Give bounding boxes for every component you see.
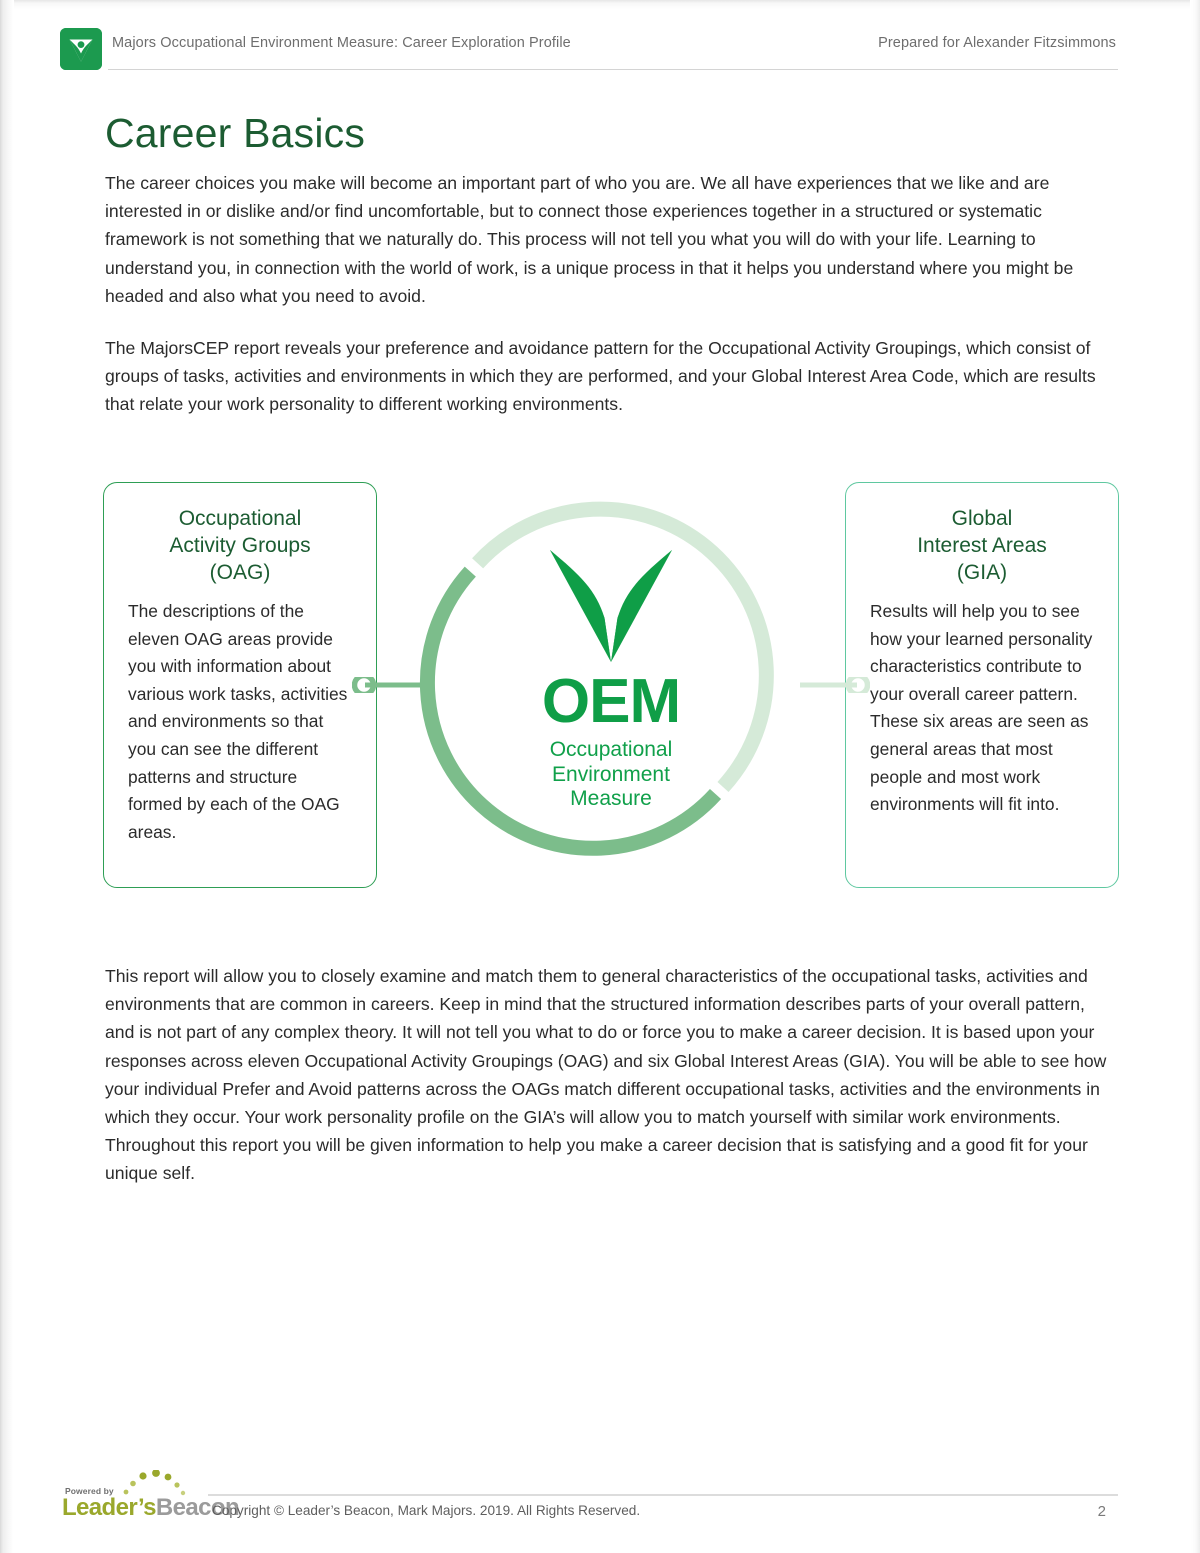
oem-sub-line-3: Measure bbox=[570, 787, 652, 810]
footer-divider bbox=[208, 1494, 1118, 1496]
header-prepared-for: Prepared for Alexander Fitzsimmons bbox=[878, 35, 1116, 51]
oem-sub-line-1: Occupational bbox=[549, 738, 673, 761]
powered-by-label: Powered by bbox=[65, 1486, 114, 1496]
copyright-text: Copyright © Leader’s Beacon, Mark Majors. 2019. All Rights Reserved. bbox=[212, 1503, 641, 1518]
gia-card-title bbox=[866, 505, 1098, 586]
leaders-beacon-logo bbox=[60, 1470, 240, 1522]
brand-beacon: Beacon bbox=[155, 1494, 240, 1521]
page-edge-top bbox=[0, 0, 1200, 10]
header-title: Majors Occupational Environment Measure: Career Exploration Profile bbox=[112, 35, 571, 51]
oag-card-title bbox=[124, 505, 356, 586]
oem-acronym: OEM bbox=[541, 667, 681, 736]
oem-logo-block bbox=[481, 544, 741, 812]
intro-paragraph-2: The MajorsCEP report reveals your preference and avoidance pattern for the Occupational Activity Groupings, which consist of groups of tasks, activities and environments in which they are performed, and your Global Interest Area Code, which are results that relate your work personality to different working environments. bbox=[105, 338, 1096, 415]
gia-title-line-3: (GIA) bbox=[956, 561, 1008, 584]
oem-sub-line-2: Environment bbox=[552, 762, 670, 786]
page-title: Career Basics bbox=[105, 110, 366, 156]
beacon-dots-icon bbox=[120, 1470, 190, 1496]
oem-subtitle bbox=[481, 738, 741, 812]
gia-card-body: Results will help you to see how your learned personality characteristics contribute to your overall career pattern. These six areas are seen as general areas that most people and most work environments will fit into. bbox=[870, 601, 1093, 815]
intro-paragraph-1: The career choices you make will become an important part of who you are. We all have experiences that we like and are interested in or dislike and/or find uncomfortable, but to connect those experiences together in a structured or systematic framework is not something that we naturally do. This process will not tell you what you will do with your life. Learning to understand you, in connection with the world of work, is a unique process in that it helps you understand where you might be headed and also what you need to avoid. bbox=[105, 173, 1074, 306]
oem-ring bbox=[416, 482, 806, 888]
page-edge-left bbox=[0, 0, 14, 1553]
page-number: 2 bbox=[1097, 1503, 1106, 1520]
oag-card bbox=[103, 482, 377, 888]
majors-person-triangle-logo-icon bbox=[60, 28, 102, 70]
header-divider bbox=[108, 69, 1118, 70]
page-edge-right bbox=[1190, 0, 1200, 1553]
gia-card bbox=[845, 482, 1119, 888]
closing-paragraph: This report will allow you to closely examine and match them to general characteristics of the occupational tasks, activities and environments that are common in careers. Keep in mind that the structured information describes parts of your overall pattern, and is not part of any complex theory. It will not tell you what to do or force you to make a career decision. It is based upon your responses across eleven Occupational Activity Groupings (OAG) and six Global Interest Areas (GIA). You will be able to see how your individual Prefer and Avoid patterns across the OAGs match different occupational tasks, activities and the environments in which they occur. Your work personality profile on the GIA’s will allow you to match yourself with similar work environments. Throughout this report you will be given information to help you make a career decision that is satisfying and a good fit for your unique self. bbox=[105, 966, 1107, 1184]
oag-title-line-1: Occupational bbox=[178, 507, 302, 530]
gia-title-line-2: Interest Areas bbox=[917, 534, 1047, 557]
main-content-top bbox=[105, 112, 1117, 419]
connector-node-left-icon bbox=[352, 677, 422, 693]
page-header bbox=[60, 28, 1118, 72]
brand-leaders: Leader’s bbox=[62, 1494, 156, 1521]
oag-card-body: The descriptions of the eleven OAG areas provide you with information about various work tasks, activities and environments so that you can see the different patterns and structure formed by each of the OAG areas. bbox=[128, 601, 348, 842]
oem-person-triangle-logo-icon bbox=[546, 544, 676, 666]
oag-title-line-3: (OAG) bbox=[209, 561, 271, 584]
main-content-bottom bbox=[105, 962, 1117, 1188]
oag-title-line-2: Activity Groups bbox=[169, 534, 311, 557]
gia-title-line-1: Global bbox=[951, 507, 1013, 530]
page-footer bbox=[60, 1472, 1118, 1532]
connector-node-right-icon bbox=[800, 677, 870, 693]
oem-diagram bbox=[103, 482, 1119, 890]
